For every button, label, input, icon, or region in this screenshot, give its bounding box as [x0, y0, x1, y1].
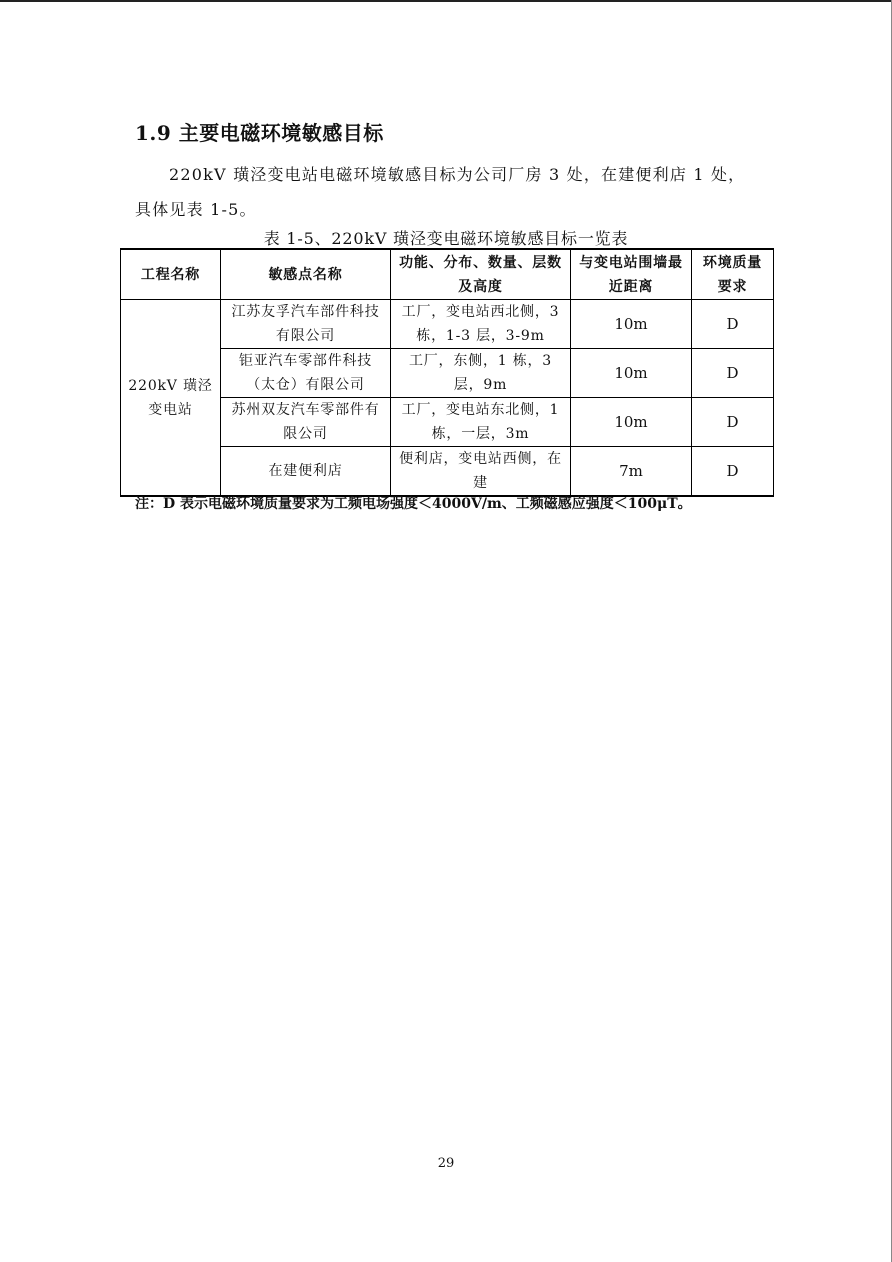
function-cell: 便利店，变电站西侧，在建 [391, 447, 571, 497]
quality-cell: D [692, 300, 774, 349]
quality-cell: D [692, 398, 774, 447]
table-note: 注：D 表示电磁环境质量要求为工频电场强度＜4000V/m、工频磁感应强度＜100μT。 [135, 496, 692, 512]
target-name-cell: 江苏友孚汽车部件科技有限公司 [221, 300, 391, 349]
distance-cell: 7m [571, 447, 692, 497]
sensitive-targets-table [120, 248, 774, 497]
target-name-cell: 钜亚汽车零部件科技（太仓）有限公司 [221, 349, 391, 398]
function-cell: 工厂，变电站东北侧，1 栋，一层，3m [391, 398, 571, 447]
header-project-name: 工程名称 [121, 249, 221, 300]
quality-cell: D [692, 349, 774, 398]
distance-cell: 10m [571, 349, 692, 398]
quality-cell: D [692, 447, 774, 497]
project-name-cell: 220kV 璜泾变电站 [121, 300, 221, 497]
table-caption: 表 1-5、220kV 璜泾变电磁环境敏感目标一览表 [263, 229, 629, 248]
distance-cell: 10m [571, 300, 692, 349]
table-header-row [121, 249, 774, 300]
distance-cell: 10m [571, 398, 692, 447]
page-number: 29 [437, 1156, 455, 1171]
header-function: 功能、分布、数量、层数及高度 [391, 249, 571, 300]
header-target-name: 敏感点名称 [221, 249, 391, 300]
page-top-border [0, 0, 892, 2]
target-name-cell: 苏州双友汽车零部件有限公司 [221, 398, 391, 447]
function-cell: 工厂，东侧，1 栋，3 层，9m [391, 349, 571, 398]
section-paragraph: 220kV 璜泾变电站电磁环境敏感目标为公司厂房 3 处，在建便利店 1 处，具体见表 1-5。 [135, 165, 746, 219]
table-row [121, 300, 774, 349]
header-distance: 与变电站围墙最近距离 [571, 249, 692, 300]
section-heading: 1.9 主要电磁环境敏感目标 [135, 121, 384, 145]
function-cell: 工厂，变电站西北侧，3 栋，1-3 层，3-9m [391, 300, 571, 349]
header-quality: 环境质量要求 [692, 249, 774, 300]
target-name-cell: 在建便利店 [221, 447, 391, 497]
